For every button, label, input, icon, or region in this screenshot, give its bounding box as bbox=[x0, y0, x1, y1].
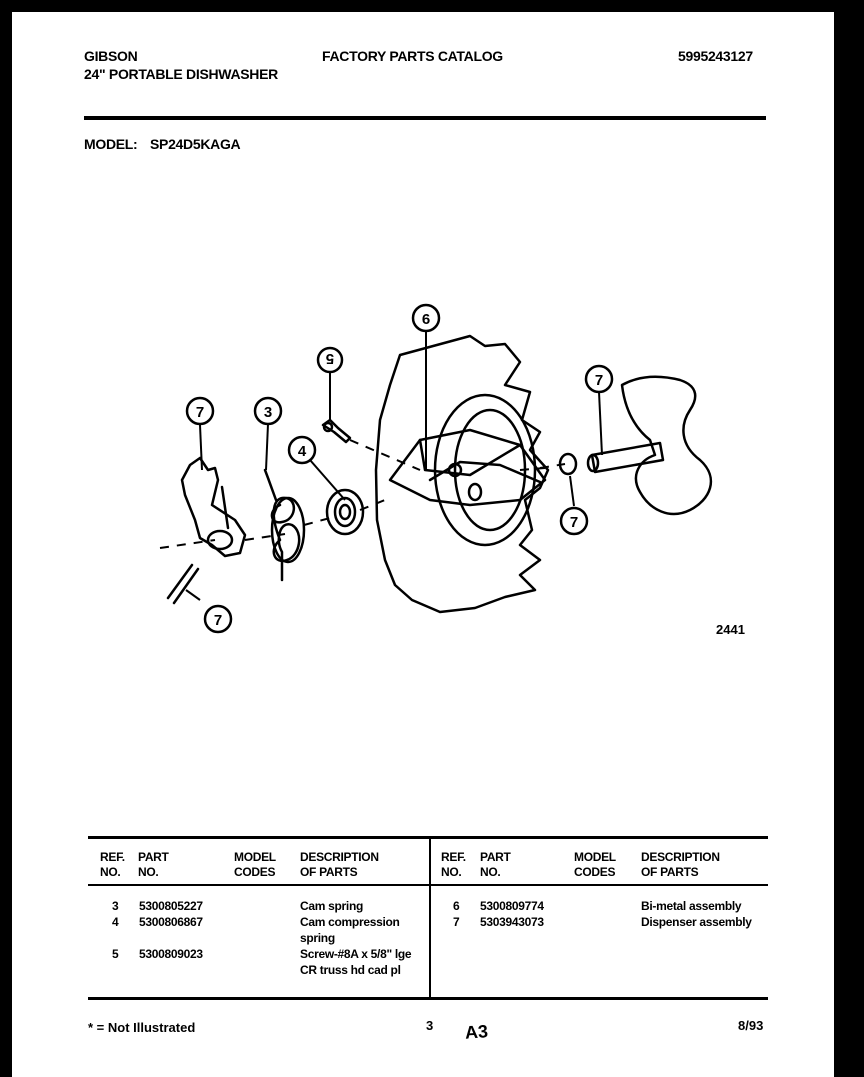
part-description: Dispenser assembly bbox=[641, 915, 752, 929]
revision-date: 8/93 bbox=[738, 1018, 764, 1033]
product-name: 24" PORTABLE DISHWASHER bbox=[84, 66, 278, 82]
table-header-rule bbox=[88, 884, 768, 886]
part-description: Bi-metal assembly bbox=[641, 899, 742, 913]
pin bbox=[168, 565, 198, 603]
part-header-right: PART NO. bbox=[480, 850, 511, 879]
cam-lever bbox=[182, 458, 245, 556]
model-value: SP24D5KAGA bbox=[150, 136, 241, 152]
codes-header-right: MODEL CODES bbox=[574, 850, 616, 879]
dispenser-flag bbox=[622, 377, 711, 514]
handwritten-page-code: A3 bbox=[464, 1021, 489, 1043]
callout-5: 5 bbox=[325, 350, 335, 367]
catalog-number: 5995243127 bbox=[678, 48, 753, 64]
table-bottom-rule bbox=[88, 997, 768, 1000]
part-number: 5300809774 bbox=[480, 899, 544, 913]
desc-header-left: DESCRIPTION OF PARTS bbox=[300, 850, 379, 879]
callout-7-washer: 7 bbox=[569, 514, 579, 531]
table-row: 4 bbox=[112, 915, 119, 929]
not-illustrated-note: * = Not Illustrated bbox=[88, 1020, 196, 1035]
callout-6: 6 bbox=[421, 311, 431, 328]
callout-7-lever: 7 bbox=[195, 404, 205, 421]
table-row: 5 bbox=[112, 947, 119, 961]
table-top-rule bbox=[88, 836, 768, 839]
table-row: 3 bbox=[112, 899, 119, 913]
part-number: 5300809023 bbox=[139, 947, 203, 961]
ref-header-right: REF. NO. bbox=[441, 850, 466, 879]
table-row: 6 bbox=[453, 899, 460, 913]
catalog-page bbox=[12, 12, 834, 1077]
callout-7-shaft: 7 bbox=[594, 372, 604, 389]
callout-4: 4 bbox=[297, 443, 307, 460]
cam-spring bbox=[265, 470, 299, 580]
exploded-diagram bbox=[12, 12, 834, 712]
desc-header-right: DESCRIPTION OF PARTS bbox=[641, 850, 720, 879]
part-description: Screw-#8A x 5/8" lge CR truss hd cad pl bbox=[300, 947, 412, 977]
codes-header-left: MODEL CODES bbox=[234, 850, 276, 879]
page-number: 3 bbox=[426, 1018, 434, 1033]
figure-number: 2441 bbox=[716, 622, 745, 637]
table-divider bbox=[429, 836, 431, 998]
brand-name: GIBSON bbox=[84, 48, 138, 64]
part-number: 5300805227 bbox=[139, 899, 203, 913]
part-number: 5303943073 bbox=[480, 915, 544, 929]
part-description: Cam spring bbox=[300, 899, 364, 913]
table-row: 7 bbox=[453, 915, 460, 929]
callout-3: 3 bbox=[263, 404, 273, 421]
ref-header-left: REF. NO. bbox=[100, 850, 125, 879]
part-description: Cam compression spring bbox=[300, 915, 400, 945]
part-number: 5300806867 bbox=[139, 915, 203, 929]
compression-spring bbox=[327, 490, 363, 534]
callout-7-pin: 7 bbox=[213, 612, 223, 629]
catalog-title: FACTORY PARTS CATALOG bbox=[322, 48, 503, 64]
part-header-left: PART NO. bbox=[138, 850, 169, 879]
model-label: MODEL: bbox=[84, 136, 138, 152]
